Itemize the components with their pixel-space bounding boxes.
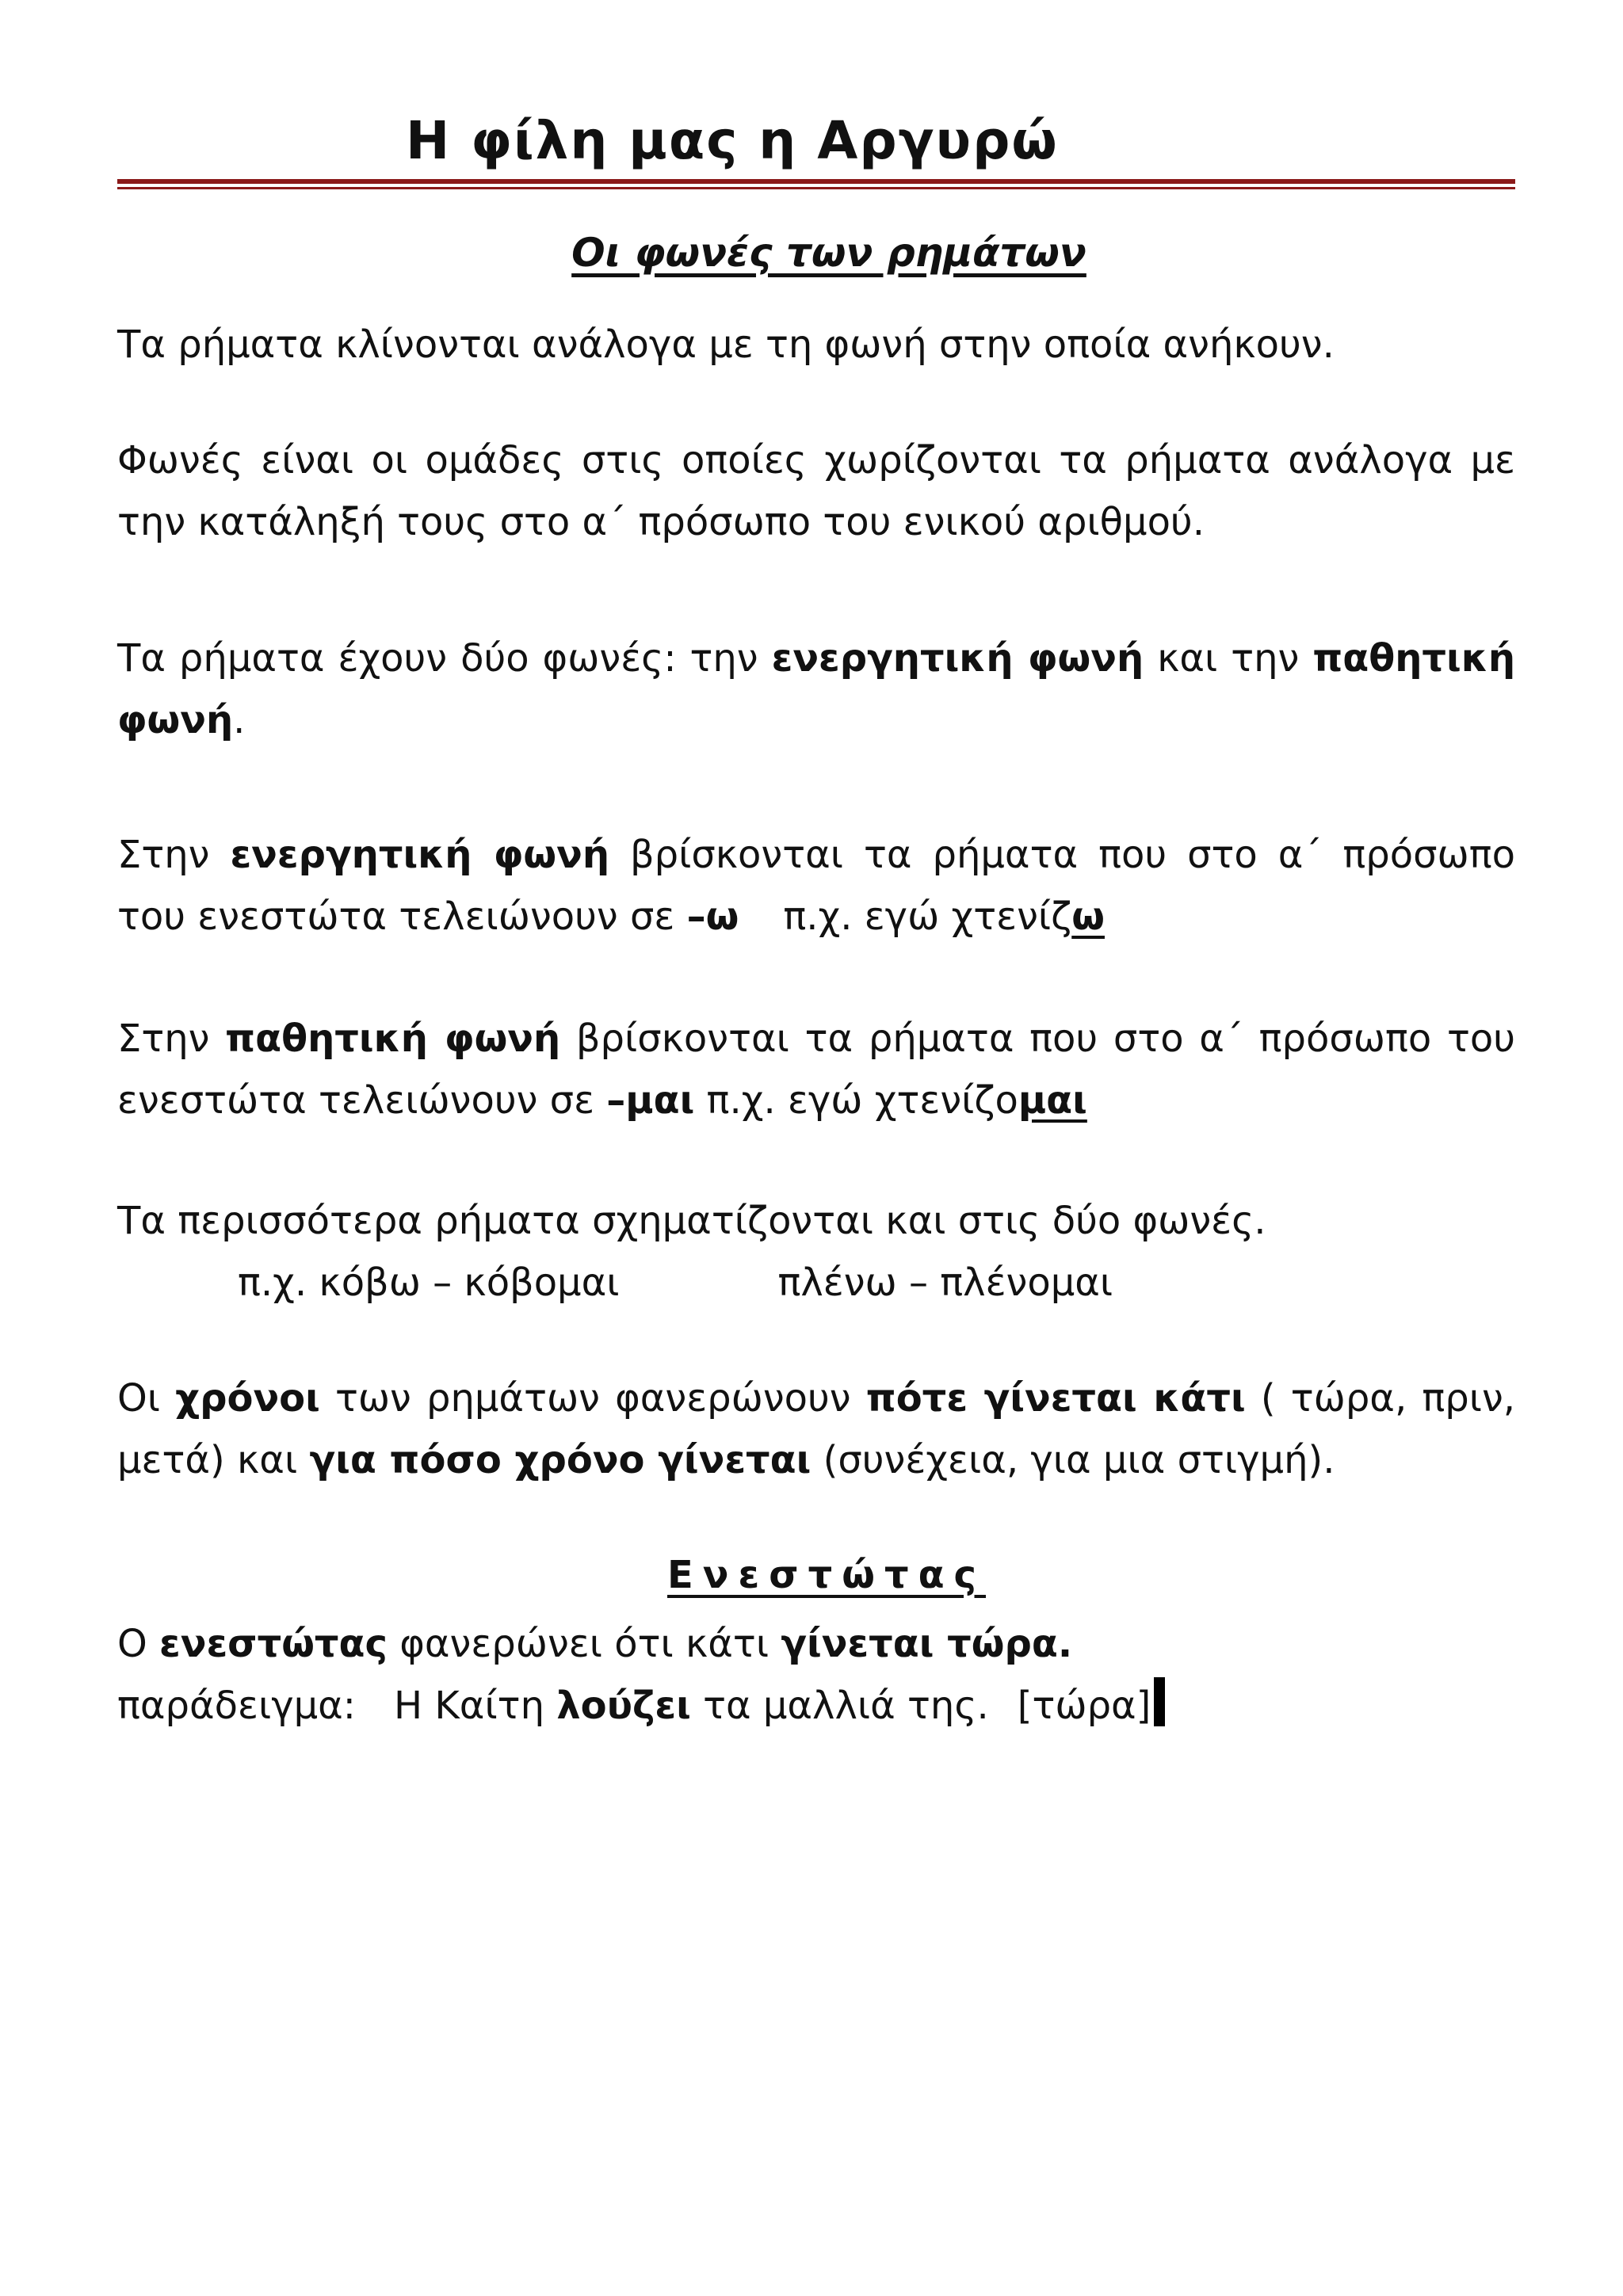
example-text: π.χ. εγώ χτενίζ xyxy=(783,894,1072,939)
term-passive-voice: παθητική φωνή xyxy=(117,636,1516,742)
text-span: βρίσκονται τα ρήματα που στο α΄ πρόσωπο του ενεστώτα τελειώνουν σε xyxy=(117,1016,1516,1123)
example-ending: ω xyxy=(1071,894,1105,939)
text-span: των ρημάτων φανερώνουν xyxy=(319,1376,866,1421)
title-rule-thick xyxy=(117,179,1515,184)
paragraph-two-voices xyxy=(117,627,1515,751)
term-when: πότε γίνεται κάτι xyxy=(865,1376,1246,1421)
ending-mai: –μαι xyxy=(606,1078,695,1123)
text-span: φανερώνει ότι κάτι xyxy=(387,1622,781,1666)
section-heading-present: Ενεστώτας xyxy=(667,1553,986,1597)
section-heading-voices: Οι φωνές των ρημάτων xyxy=(571,230,1086,276)
example-ending: μαι xyxy=(1018,1078,1087,1123)
paragraph-present-definition xyxy=(117,1613,1515,1675)
title-rule-thin xyxy=(117,187,1515,189)
text-span: και την xyxy=(1144,636,1313,681)
paragraph-active-voice xyxy=(117,824,1515,948)
example-text: π.χ. εγώ χτενίζο xyxy=(694,1078,1018,1123)
example-label: παράδειγμα: xyxy=(117,1684,356,1728)
paragraph-inflection: Τα ρήματα κλίνονται ανάλογα με τη φωνή στην οποία ανήκουν. xyxy=(117,322,1335,367)
examples-row xyxy=(238,1252,1113,1314)
term-active-voice: ενεργητική φωνή xyxy=(771,636,1144,681)
term-how-long: για πόσο χρόνο γίνεται xyxy=(309,1438,812,1482)
term-active-voice: ενεργητική φωνή xyxy=(230,833,609,877)
paragraph-passive-voice xyxy=(117,1008,1515,1131)
text-span: Στην xyxy=(117,833,231,877)
paragraph-present-example xyxy=(117,1675,1515,1737)
verb-louzei: λούζει xyxy=(556,1684,691,1728)
example-kovo: π.χ. κόβω – κόβομαι xyxy=(238,1261,620,1305)
term-now: γίνεται τώρα. xyxy=(781,1622,1073,1666)
page-title: Η φίλη μας η Αργυρώ xyxy=(406,110,1059,171)
text-span: Ο xyxy=(117,1622,160,1666)
text-span: τα μαλλιά της. xyxy=(690,1684,989,1728)
text-span: Οι xyxy=(117,1376,176,1421)
example-pleno: πλένω – πλένομαι xyxy=(777,1261,1113,1305)
term-passive-voice: παθητική φωνή xyxy=(225,1016,561,1061)
term-tenses: χρόνοι xyxy=(175,1376,320,1421)
text-span: . xyxy=(233,698,246,742)
term-present: ενεστώτας xyxy=(159,1622,388,1666)
text-span: βρίσκονται τα ρήματα που στο α΄ πρόσωπο του ενεστώτα τελειώνουν σε xyxy=(117,833,1516,939)
ending-o: –ω xyxy=(686,894,739,939)
text-span: Τα ρήματα έχουν δύο φωνές: την xyxy=(117,636,772,681)
paragraph-tenses xyxy=(117,1367,1515,1491)
text-span: (συνέχεια, για μια στιγμή). xyxy=(811,1438,1335,1482)
paragraph-voices-definition: Φωνές είναι οι ομάδες στις οποίες χωρίζονται τα ρήματα ανάλογα με την κατάληξή τους στο α΄ πρόσωπο του ενικού αριθμού. xyxy=(117,438,1515,544)
paragraph-both-voices: Τα περισσότερα ρήματα σχηματίζονται και στις δύο φωνές. xyxy=(117,1199,1266,1243)
text-span: ( τώρα, πριν, μετά) και xyxy=(117,1376,1516,1482)
text-span: Η Καίτη xyxy=(393,1684,557,1728)
text-cursor xyxy=(1154,1677,1165,1726)
time-note: [τώρα] xyxy=(1017,1684,1151,1728)
text-span: Στην xyxy=(117,1016,226,1061)
